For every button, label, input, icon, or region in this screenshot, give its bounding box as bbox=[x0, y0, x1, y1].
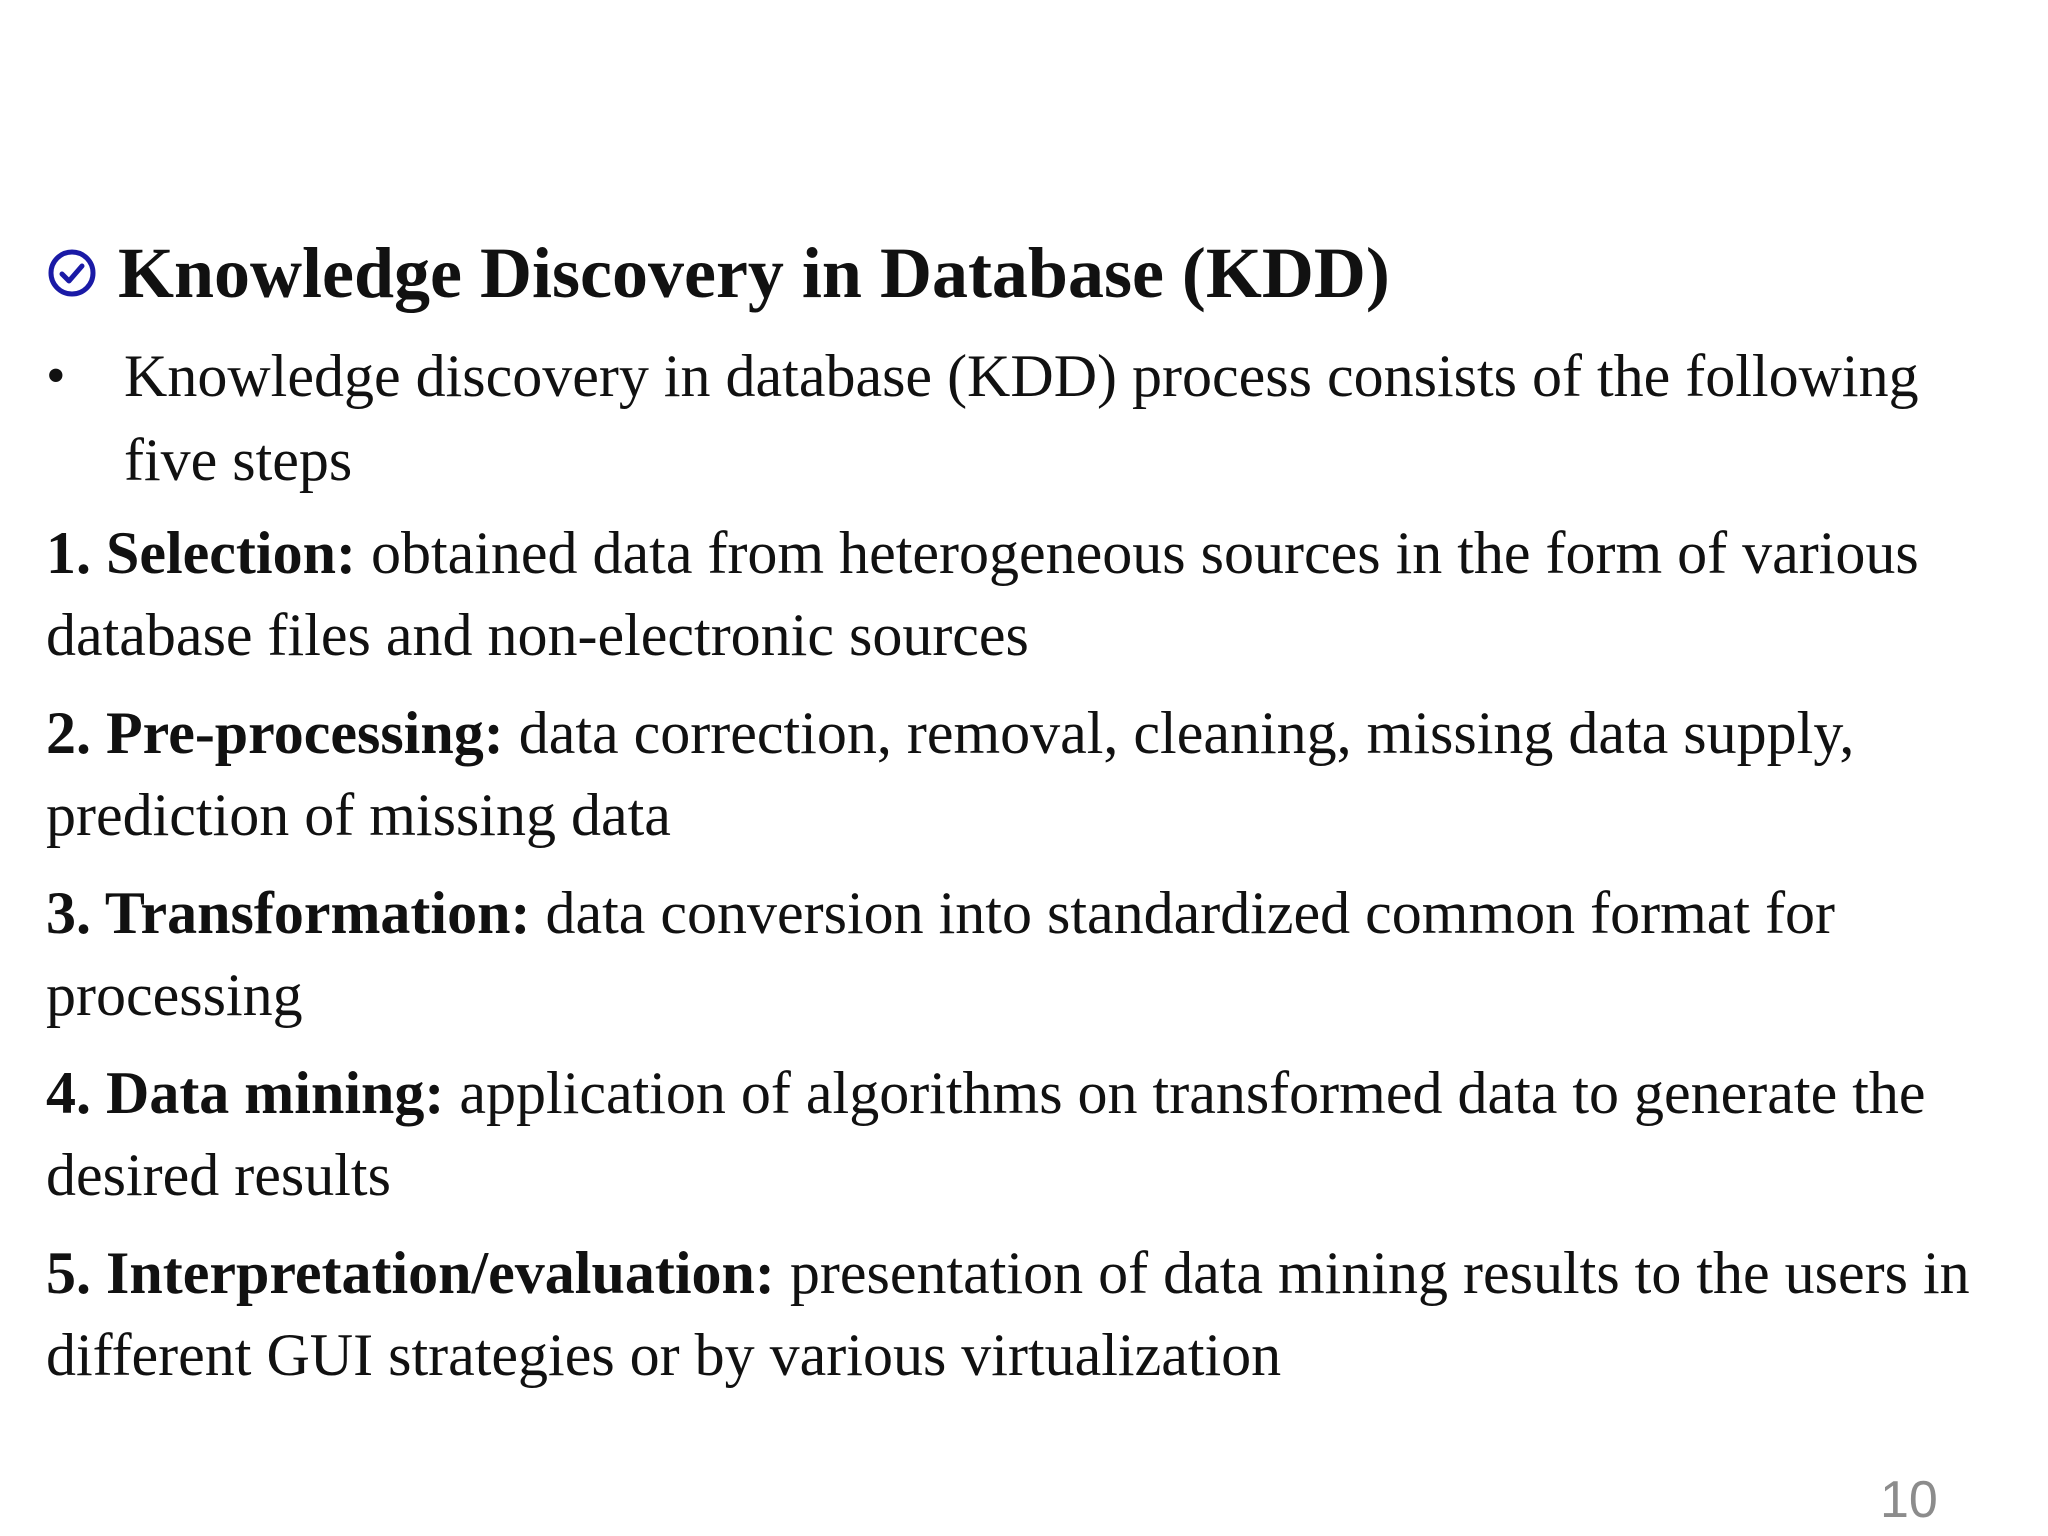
step-title: 3. Transformation: bbox=[46, 880, 531, 946]
step-text: presentation of data mining results to the users in different GUI strategies or by various virtualization bbox=[46, 1240, 1970, 1388]
steps-list bbox=[46, 512, 2021, 1412]
step-text: application of algorithms on transformed data to generate the desired results bbox=[46, 1060, 1926, 1208]
slide-heading bbox=[46, 228, 1390, 318]
step-pre-processing bbox=[46, 692, 2021, 856]
bullet-mark: • bbox=[46, 345, 66, 407]
heading-text: Knowledge Discovery in Database (KDD) bbox=[118, 233, 1390, 313]
step-data-mining bbox=[46, 1052, 2021, 1216]
step-title: 4. Data mining: bbox=[46, 1060, 445, 1126]
check-circle-icon bbox=[46, 247, 98, 299]
step-title: 1. Selection: bbox=[46, 520, 356, 586]
step-transformation bbox=[46, 872, 2021, 1036]
step-interpretation-evaluation bbox=[46, 1232, 2021, 1396]
step-text: obtained data from heterogeneous sources in the form of various database files and non-electronic sources bbox=[46, 520, 1919, 668]
step-title: 5. Interpretation/evaluation: bbox=[46, 1240, 775, 1306]
step-title: 2. Pre-processing: bbox=[46, 700, 504, 766]
step-text: data correction, removal, cleaning, missing data supply, prediction of missing data bbox=[46, 700, 1855, 848]
page-number: 10 bbox=[1880, 1471, 1938, 1529]
bullet-text: Knowledge discovery in database (KDD) process consists of the following five steps bbox=[124, 343, 1919, 493]
step-selection bbox=[46, 512, 2021, 676]
step-text: data conversion into standardized common format for processing bbox=[46, 880, 1836, 1028]
intro-bullet bbox=[46, 334, 1986, 502]
